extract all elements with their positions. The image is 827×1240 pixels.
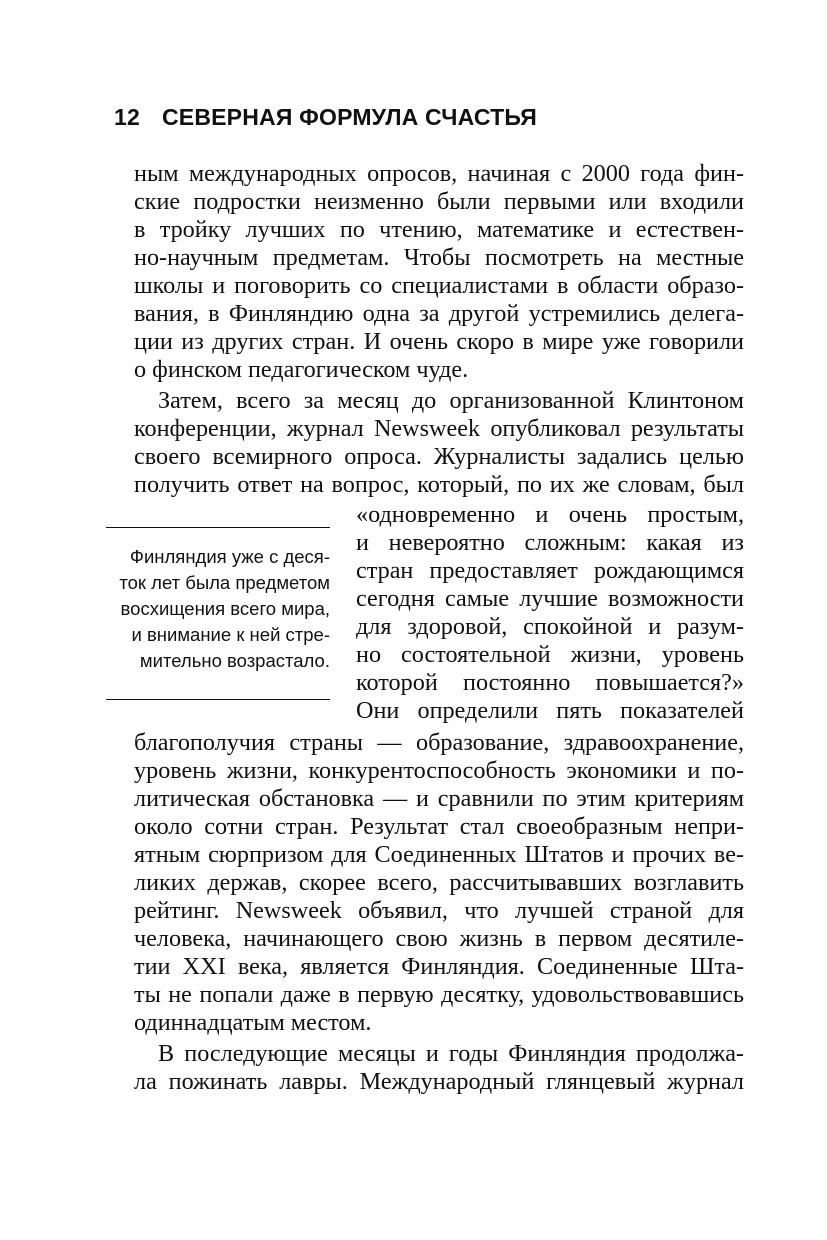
text-line: литическая обстановка — и сравнили по этим критериям bbox=[134, 785, 744, 812]
paragraph-2 bbox=[134, 387, 744, 499]
text-line: которой постоянно повышается?» bbox=[356, 669, 744, 696]
text-line: ты не попали даже в первую десятку, удовольствовавшись bbox=[134, 981, 744, 1008]
text-line: «одновременно и очень простым, bbox=[356, 501, 744, 528]
text-line: ции из других стран. И очень скоро в мире уже говорили bbox=[134, 328, 744, 355]
text-line: вания, в Финляндию одна за другой устремились делега- bbox=[134, 300, 744, 327]
text-line: одиннадцатым местом. bbox=[134, 1009, 372, 1036]
text-line: но состоятельной жизни, уровень bbox=[356, 641, 744, 668]
paragraph-3 bbox=[134, 1040, 744, 1096]
page-number: 12 bbox=[114, 104, 140, 130]
pullquote-line: и внимание к ней стре- bbox=[131, 624, 330, 645]
text-line: о финском педагогическом чуде. bbox=[134, 356, 469, 383]
text-line: своего всемирного опроса. Журналисты задались целью bbox=[134, 443, 744, 470]
text-line: ские подростки неизменно были первыми или входили bbox=[134, 188, 744, 215]
text-line: и невероятно сложным: какая из bbox=[356, 529, 744, 556]
text-line: получить ответ на вопрос, который, по их же словам, был bbox=[134, 471, 744, 498]
text-line: около сотни стран. Результат стал своеобразным непри- bbox=[134, 813, 744, 840]
paragraph-2-narrow bbox=[356, 501, 744, 725]
text-line: Они определили пять показателей bbox=[356, 697, 744, 724]
pullquote-bottom-rule bbox=[106, 699, 330, 700]
pullquote bbox=[106, 544, 330, 674]
text-line: уровень жизни, конкурентоспособность экономики и по- bbox=[134, 757, 744, 784]
text-line: но-научным предметам. Чтобы посмотреть на местные bbox=[134, 244, 744, 271]
text-line: ятным сюрпризом для Соединенных Штатов и прочих ве- bbox=[134, 841, 744, 868]
text-line: сегодня самые лучшие возможности bbox=[356, 585, 744, 612]
text-line: ным международных опросов, начиная с 2000 года фин- bbox=[134, 160, 744, 187]
text-line: в тройку лучших по чтению, математике и естествен- bbox=[134, 216, 744, 243]
text-line: ликих держав, скорее всего, рассчитывавших возглавить bbox=[134, 869, 744, 896]
text-line: тии XXI века, является Финляндия. Соединенные Шта- bbox=[134, 953, 744, 980]
text-line: Затем, всего за месяц до организованной Клинтоном bbox=[158, 387, 744, 414]
paragraph-2-continued bbox=[134, 729, 744, 1037]
running-title: СЕВЕРНАЯ ФОРМУЛА СЧАСТЬЯ bbox=[161, 104, 537, 130]
text-line: В последующие месяцы и годы Финляндия продолжа- bbox=[158, 1040, 744, 1067]
text-line: для здоровой, спокойной и разум- bbox=[356, 613, 744, 640]
text-line: благополучия страны — образование, здравоохранение, bbox=[134, 729, 744, 756]
text-line: школы и поговорить со специалистами в области образо- bbox=[134, 272, 744, 299]
pullquote-line: восхищения всего мира, bbox=[120, 598, 330, 619]
pullquote-line: Финляндия уже с деся- bbox=[129, 546, 330, 567]
text-line: конференции, журнал Newsweek опубликовал результаты bbox=[134, 415, 744, 442]
running-header bbox=[114, 104, 537, 132]
pullquote-top-rule bbox=[106, 527, 330, 528]
text-line: ла пожинать лавры. Международный глянцевый журнал bbox=[134, 1068, 744, 1095]
text-line: рейтинг. Newsweek объявил, что лучшей страной для bbox=[134, 897, 744, 924]
text-line: человека, начинающего свою жизнь в первом десятиле- bbox=[134, 925, 744, 952]
pullquote-line: ток лет была предметом bbox=[119, 572, 330, 593]
text-line: стран предоставляет рождающимся bbox=[356, 557, 744, 584]
pullquote-line: мительно возрастало. bbox=[139, 650, 330, 671]
paragraph-1 bbox=[134, 160, 744, 384]
